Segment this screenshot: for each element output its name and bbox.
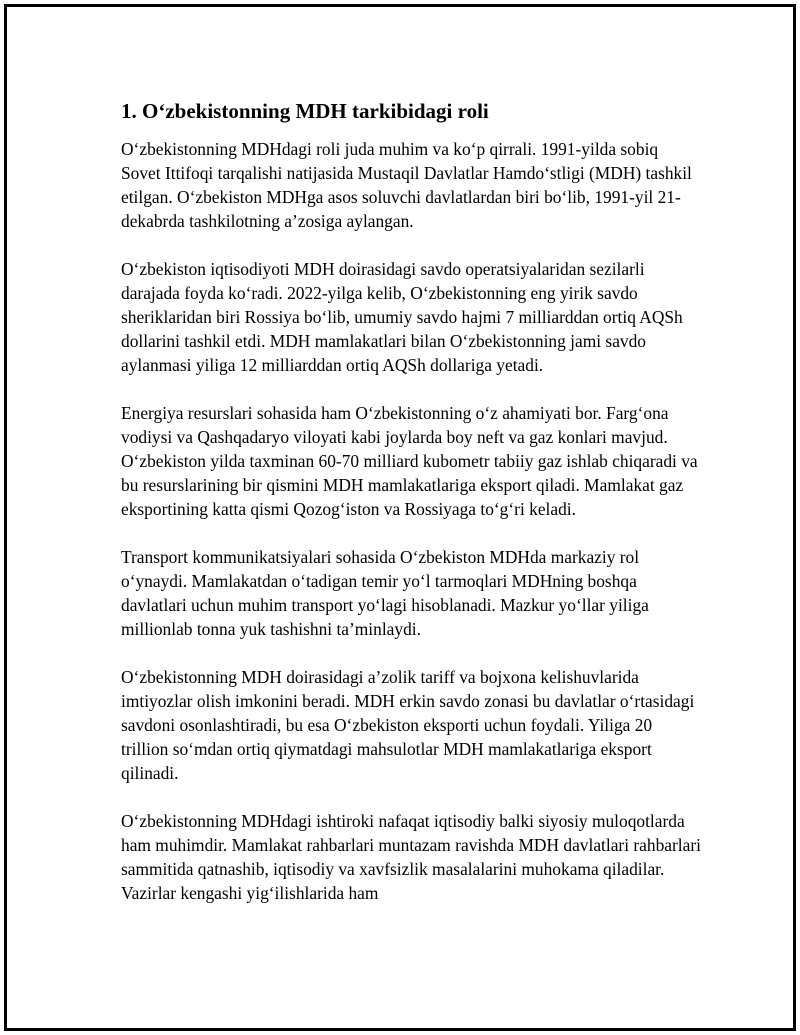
- paragraph-membership: O‘zbekistonning MDHdagi roli juda muhim va ko‘p qirrali. 1991-yilda sobiq Sovet Ittifoqi tarqalishi natijasida Mustaqil Davlatlar Hamdo‘stligi (MDH) tashkil etilgan. O‘zbekiston MDHga asos soluvchi davlatlardan biri bo‘lib, 1991-yil 21-dekabrda tashkilotning a’zosiga aylangan.: [121, 139, 692, 231]
- page-frame: [4, 4, 796, 1031]
- paragraph-trade-agreements: O‘zbekistonning MDH doirasidagi a’zolik tariff va bojxona kelishuvlarida imtiyozlar olish imkonini beradi. MDH erkin savdo zonasi bu davlatlar o‘rtasidagi savdoni osonlashtiradi, bu esa O‘zbekiston eksporti uchun foydali. Yiliga 20 trillion so‘mdan ortiq qiymatdagi mahsulotlar MDH mamlakatlariga eksport qilinadi.: [121, 667, 695, 783]
- paragraph-politics: O‘zbekistonning MDHdagi ishtiroki nafaqat iqtisodiy balki siyosiy muloqotlarda ham muhimdir. Mamlakat rahbarlari muntazam ravishda MDH davlatlari rahbarlari sammitida qatnashib, iqtisodiy va xavfsizlik masalalarini muhokama qiladilar. Vazirlar kengashi yig‘ilishlarida ham: [121, 811, 701, 903]
- section-heading: 1. O‘zbekistonning MDH tarkibidagi roli: [121, 99, 489, 123]
- paragraph-transport: Transport kommunikatsiyalari sohasida O‘zbekiston MDHda markaziy rol o‘ynaydi. Mamlakatdan o‘tadigan temir yo‘l tarmoqlari MDHning boshqa davlatlari uchun muhim transport yo‘lagi hisoblanadi. Mazkur yo‘llar yiliga millionlab tonna yuk tashishni ta’minlaydi.: [121, 547, 649, 639]
- paragraph-economy: O‘zbekiston iqtisodiyoti MDH doirasidagi savdo operatsiyalaridan sezilarli darajada foyda ko‘radi. 2022-yilga kelib, O‘zbekistonning eng yirik savdo sheriklaridan biri Rossiya bo‘lib, umumiy savdo hajmi 7 milliarddan ortiq AQSh dollarini tashkil etdi. MDH mamlakatlari bilan O‘zbekistonning jami savdo aylanmasi yiliga 12 milliarddan ortiq AQSh dollariga yetadi.: [121, 259, 683, 375]
- paragraph-energy: Energiya resurslari sohasida ham O‘zbekistonning o‘z ahamiyati bor. Farg‘ona vodiysi va Qashqadaryo viloyati kabi joylarda boy neft va gaz konlari mavjud. O‘zbekiston yilda taxminan 60-70 milliard kubometr tabiiy gaz ishlab chiqaradi va bu resurslarining bir qismini MDH mamlakatlariga eksport qiladi. Mamlakat gaz eksportining katta qismi Qozog‘iston va Rossiyaga to‘g‘ri keladi.: [121, 403, 698, 519]
- document-body: [121, 97, 701, 929]
